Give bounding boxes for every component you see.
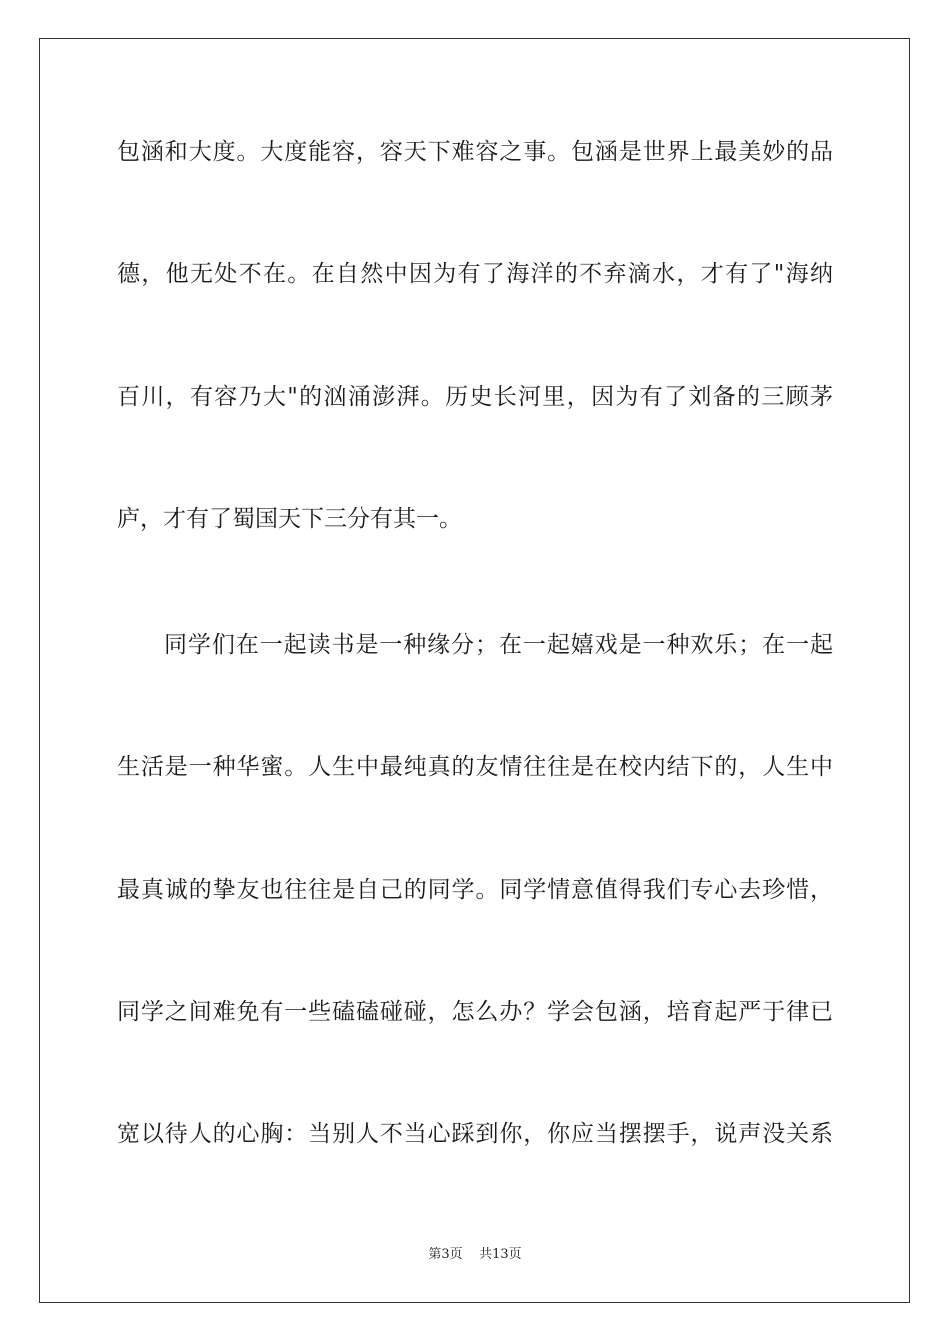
text-line: 同学之间难免有一些磕磕碰碰，怎么办？学会包涵，培育起严于律已 bbox=[117, 999, 833, 1025]
text-line: 庐，才有了蜀国天下三分有其一。 bbox=[117, 506, 462, 532]
page-total: 共13页 bbox=[479, 1247, 522, 1262]
text-line: 德，他无处不在。在自然中因为有了海洋的不弃滴水，才有了"海纳 bbox=[117, 261, 833, 287]
page-number: 第3页 bbox=[428, 1247, 463, 1262]
text-line: 最真诚的挚友也往往是自己的同学。同学情意值得我们专心去珍惜， bbox=[117, 877, 833, 903]
page-footer bbox=[0, 1246, 950, 1264]
text-line: 百川，有容乃大"的汹涌澎湃。历史长河里，因为有了刘备的三顾茅 bbox=[117, 384, 833, 410]
text-line: 宽以待人的心胸：当别人不当心踩到你，你应当摆摆手，说声没关系 bbox=[117, 1121, 833, 1147]
text-line: 生活是一种华蜜。人生中最纯真的友情往往是在校内结下的，人生中 bbox=[117, 754, 833, 780]
text-line-paragraph-start: 同学们在一起读书是一种缘分；在一起嬉戏是一种欢乐；在一起 bbox=[164, 632, 833, 658]
text-line: 包涵和大度。大度能容，容天下难容之事。包涵是世界上最美妙的品 bbox=[117, 139, 833, 165]
page-border bbox=[39, 38, 910, 1303]
